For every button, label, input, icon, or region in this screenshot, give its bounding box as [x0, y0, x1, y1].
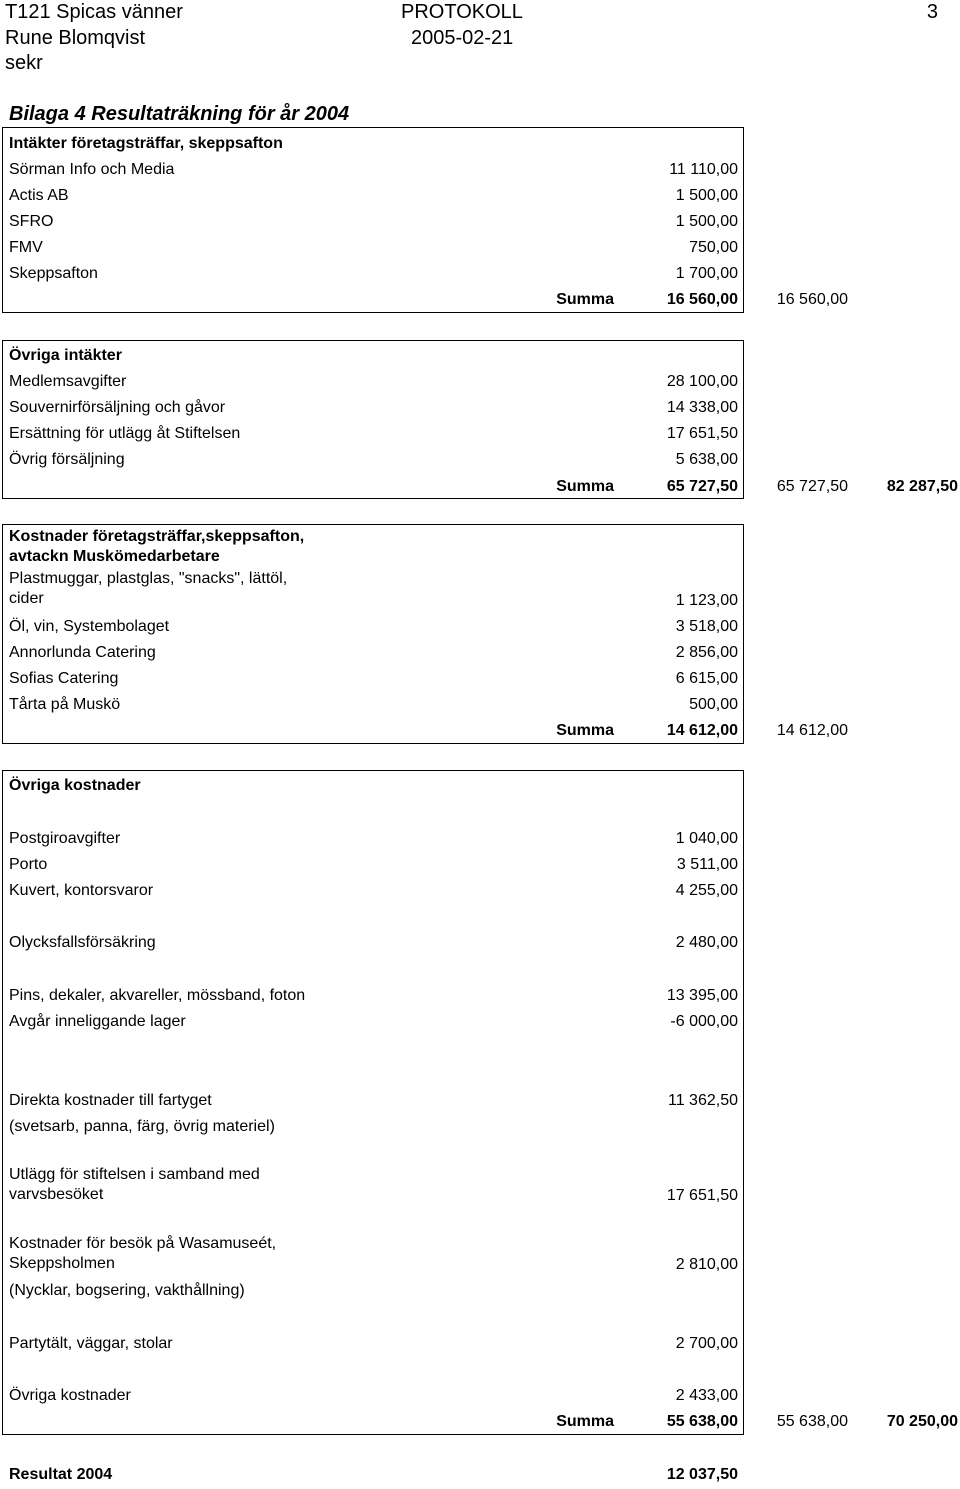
sum-amount: 14 612,00 [666, 722, 738, 739]
item-amount: 3 518,00 [675, 618, 738, 635]
sum-row [0, 474, 960, 500]
subtotal-amount: 16 560,00 [776, 291, 848, 308]
item-label [9, 1234, 276, 1274]
section-heading [0, 131, 960, 157]
subtotal-amount: 65 727,50 [776, 478, 848, 495]
item-label: Öl, vin, Systembolaget [9, 618, 170, 635]
item-amount: 14 338,00 [666, 399, 738, 416]
item-label: Postgiroavgifter [9, 830, 121, 847]
line-item [0, 235, 960, 261]
header-page-number: 3 [926, 1, 938, 23]
line-item [0, 395, 960, 421]
line-item [0, 1088, 960, 1114]
item-amount: -6 000,00 [670, 1013, 738, 1030]
line-item [0, 640, 960, 666]
item-label-line-1: Kostnader för besök på Wasamuseét, [9, 1235, 277, 1252]
heading-line-2: avtackn Muskömedarbetare [9, 548, 220, 565]
sum-label: Summa [556, 722, 614, 739]
item-label: Avgår inneliggande lager [9, 1013, 186, 1030]
section-heading [0, 773, 960, 799]
line-item [0, 852, 960, 878]
sum-label: Summa [556, 478, 614, 495]
item-amount: 4 255,00 [675, 882, 738, 899]
item-label: Olycksfallsförsäkring [9, 934, 156, 951]
item-label: Souvernirförsäljning och gåvor [9, 399, 226, 416]
line-item [0, 261, 960, 287]
line-item-note [0, 1114, 960, 1140]
item-label-line-2: varvsbesöket [9, 1186, 104, 1203]
line-item [0, 878, 960, 904]
item-label: Övrig försäljning [9, 451, 125, 468]
item-amount: 1 500,00 [675, 213, 738, 230]
heading-text: Intäkter företagsträffar, skeppsafton [9, 135, 283, 152]
header-role: sekr [5, 52, 43, 74]
item-label [9, 1165, 260, 1205]
section-heading [0, 343, 960, 369]
item-amount: 3 511,00 [676, 856, 738, 873]
item-amount: 2 433,00 [675, 1387, 738, 1404]
item-amount: 17 651,50 [666, 1187, 738, 1204]
sum-amount: 65 727,50 [666, 478, 738, 495]
line-item [0, 1009, 960, 1035]
item-label: Actis AB [9, 187, 69, 204]
item-label-line-1: Utlägg för stiftelsen i samband med [9, 1166, 260, 1183]
sum-row [0, 287, 960, 313]
line-item [0, 157, 960, 183]
line-item [0, 421, 960, 447]
item-label: Annorlunda Catering [9, 644, 156, 661]
item-label: (Nycklar, bogsering, vakthållning) [9, 1282, 245, 1299]
item-amount: 1 700,00 [675, 265, 738, 282]
header-date: 2005-02-21 [411, 27, 514, 49]
item-label: Direkta kostnader till fartyget [9, 1092, 212, 1109]
line-item [0, 826, 960, 852]
item-amount: 2 480,00 [675, 934, 738, 951]
item-amount: 2 810,00 [675, 1256, 738, 1273]
item-label: Kuvert, kontorsvaror [9, 882, 154, 899]
line-item [0, 930, 960, 956]
item-label: SFRO [9, 213, 54, 230]
line-item [0, 183, 960, 209]
item-amount: 1 123,00 [675, 592, 738, 609]
item-label-line-2: Skeppsholmen [9, 1255, 115, 1272]
item-amount: 13 395,00 [666, 987, 738, 1004]
item-amount: 2 700,00 [675, 1335, 738, 1352]
item-amount: 17 651,50 [666, 425, 738, 442]
section-heading [0, 527, 960, 567]
total-amount: 70 250,00 [886, 1413, 958, 1430]
line-item [0, 666, 960, 692]
sum-row [0, 718, 960, 744]
item-label: Porto [9, 856, 48, 873]
sum-label: Summa [556, 1413, 614, 1430]
result-row [0, 1462, 960, 1488]
line-item [0, 983, 960, 1009]
item-label: FMV [9, 239, 43, 256]
item-amount: 500,00 [689, 696, 738, 713]
sum-amount: 55 638,00 [666, 1413, 738, 1430]
line-item [0, 614, 960, 640]
item-amount: 11 110,00 [669, 161, 738, 178]
item-label-line-2: cider [9, 590, 44, 607]
line-item [0, 209, 960, 235]
item-amount: 1 500,00 [675, 187, 738, 204]
line-item [0, 692, 960, 718]
item-label: Ersättning för utlägg åt Stiftelsen [9, 425, 241, 442]
item-amount: 6 615,00 [675, 670, 738, 687]
item-label: Partytält, väggar, stolar [9, 1335, 173, 1352]
item-label: Tårta på Muskö [9, 696, 121, 713]
sum-amount: 16 560,00 [666, 291, 738, 308]
item-label: Sörman Info och Media [9, 161, 175, 178]
line-item [0, 447, 960, 473]
line-item [0, 568, 960, 612]
item-amount: 750,00 [689, 239, 738, 256]
line-item [0, 1233, 960, 1277]
line-item [0, 1331, 960, 1357]
result-amount: 12 037,50 [666, 1466, 738, 1483]
item-label: Skeppsafton [9, 265, 98, 282]
subtotal-amount: 14 612,00 [776, 722, 848, 739]
item-label-line-1: Plastmuggar, plastglas, "snacks", lättöl, [9, 570, 288, 587]
sum-row [0, 1409, 960, 1435]
sum-label: Summa [556, 291, 614, 308]
result-label: Resultat 2004 [9, 1466, 113, 1483]
line-item [0, 369, 960, 395]
heading-text [9, 527, 304, 567]
item-amount: 1 040,00 [675, 830, 738, 847]
item-amount: 11 362,50 [668, 1092, 738, 1109]
line-item [0, 1164, 960, 1208]
item-label: Medlemsavgifter [9, 373, 127, 390]
heading-text: Övriga intäkter [9, 347, 122, 364]
header-doc-type: PROTOKOLL [401, 1, 523, 23]
line-item-note [0, 1278, 960, 1304]
total-amount: 82 287,50 [886, 478, 958, 495]
item-label [9, 569, 287, 609]
item-amount: 5 638,00 [675, 451, 738, 468]
page-title: Bilaga 4 Resultaträkning för år 2004 [9, 103, 350, 125]
item-label: (svetsarb, panna, färg, övrig materiel) [9, 1118, 275, 1135]
line-item [0, 1383, 960, 1409]
heading-line-1: Kostnader företagsträffar,skeppsafton, [9, 528, 305, 545]
item-label: Övriga kostnader [9, 1387, 131, 1404]
item-label: Pins, dekaler, akvareller, mössband, foton [9, 987, 306, 1004]
item-amount: 2 856,00 [675, 644, 738, 661]
heading-text: Övriga kostnader [9, 777, 141, 794]
header-author: Rune Blomqvist [5, 27, 146, 49]
item-label: Sofias Catering [9, 670, 119, 687]
item-amount: 28 100,00 [666, 373, 738, 390]
subtotal-amount: 55 638,00 [776, 1413, 848, 1430]
header-org: T121 Spicas vänner [5, 1, 183, 23]
